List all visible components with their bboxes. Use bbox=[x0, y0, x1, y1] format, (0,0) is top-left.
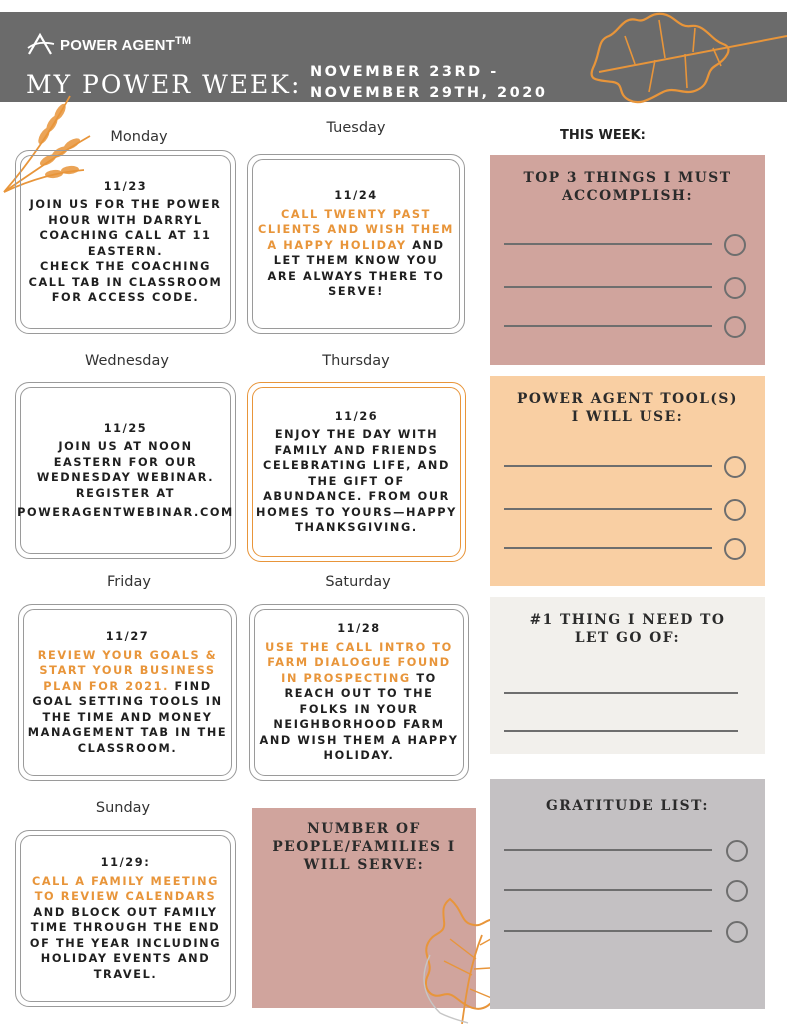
date-range-line-1: NOVEMBER 23RD - bbox=[310, 64, 499, 80]
day-text: REGISTER AT bbox=[75, 486, 176, 500]
day-body bbox=[258, 640, 460, 764]
day-date: 11/28 bbox=[337, 622, 381, 636]
day-body bbox=[24, 874, 227, 983]
day-text: CHECK THE COACHING CALL TAB IN CLASSROOM FOR ACCESS CODE. bbox=[28, 260, 223, 304]
day-label-saturday: Saturday bbox=[325, 574, 391, 590]
let-go-panel-title: #1 THING I NEED TO LET GO OF: bbox=[529, 612, 726, 646]
day-highlight: USE THE CALL INTRO TO FARM DIALOGUE FOUND IN PROSPECTING bbox=[265, 640, 453, 685]
day-card-thursday bbox=[247, 382, 466, 562]
day-body bbox=[27, 648, 228, 757]
day-label-friday: Friday bbox=[107, 574, 151, 590]
day-body bbox=[256, 207, 456, 300]
top3-panel-title: TOP 3 THINGS I MUST ACCOMPLISH: bbox=[523, 170, 732, 204]
write-line[interactable] bbox=[504, 508, 712, 510]
day-date: 11/23 bbox=[103, 179, 148, 193]
day-highlight: REVIEW YOUR GOALS & START YOUR BUSINESS PLAN FOR 2021. bbox=[37, 648, 218, 693]
write-line[interactable] bbox=[504, 930, 712, 932]
write-line[interactable] bbox=[504, 286, 712, 288]
gratitude-panel bbox=[490, 779, 765, 1009]
webinar-url: POWERAGENTWEBINAR.COM bbox=[17, 506, 234, 519]
tools-panel-title: POWER AGENT TOOL(S) I WILL USE: bbox=[517, 391, 738, 425]
checkbox-circle-icon[interactable] bbox=[724, 499, 746, 521]
day-label-thursday: Thursday bbox=[322, 353, 390, 369]
tools-panel bbox=[490, 376, 765, 586]
checkbox-circle-icon[interactable] bbox=[724, 456, 746, 478]
date-range-line-2: NOVEMBER 29TH, 2020 bbox=[310, 85, 548, 101]
day-text: AND LET THEM KNOW YOU ARE ALWAYS THERE TO SERVE! bbox=[267, 238, 445, 299]
day-text: FIND GOAL SETTING TOOLS IN THE TIME AND MONEY MANAGEMENT TAB IN THE CLASSROOM. bbox=[27, 679, 228, 755]
this-week-label: THIS WEEK: bbox=[560, 128, 646, 143]
write-line[interactable] bbox=[504, 243, 712, 245]
write-line[interactable] bbox=[504, 547, 712, 549]
day-date: 11/29: bbox=[100, 856, 151, 869]
checkbox-circle-icon[interactable] bbox=[724, 277, 746, 299]
let-go-panel bbox=[490, 597, 765, 754]
date-range bbox=[310, 62, 547, 104]
checkbox-circle-icon[interactable] bbox=[726, 880, 748, 902]
write-line[interactable] bbox=[504, 889, 712, 891]
checkbox-circle-icon[interactable] bbox=[726, 921, 748, 943]
top3-panel bbox=[490, 155, 765, 365]
day-text: AND BLOCK OUT FAMILY TIME THROUGH THE END OF THE YEAR INCLUDING HOLIDAY EVENTS AND TRAVEL. bbox=[29, 905, 222, 981]
day-date: 11/27 bbox=[105, 630, 150, 643]
write-line[interactable] bbox=[504, 730, 738, 732]
power-agent-logo bbox=[26, 32, 191, 56]
day-highlight: WEDNESDAY WEBINAR. bbox=[36, 471, 215, 484]
write-line[interactable] bbox=[504, 692, 738, 694]
day-card-saturday bbox=[249, 604, 469, 781]
checkbox-circle-icon[interactable] bbox=[726, 840, 748, 862]
day-label-wednesday: Wednesday bbox=[85, 353, 169, 369]
logo-text: POWER AGENT™ bbox=[60, 34, 192, 54]
day-text: TO REACH OUT TO THE FOLKS IN YOUR NEIGHBORHOOD FARM AND WISH THEM A HAPPY HOLIDAY. bbox=[259, 671, 459, 763]
power-agent-logo-icon bbox=[26, 32, 56, 56]
day-text: JOIN US AT NOON EASTERN FOR OUR bbox=[53, 440, 198, 469]
day-card-sunday bbox=[15, 830, 236, 1007]
checkbox-circle-icon[interactable] bbox=[724, 316, 746, 338]
day-date: 11/24 bbox=[334, 189, 378, 203]
day-label-monday: Monday bbox=[110, 129, 168, 145]
serve-panel-title: NUMBER OF PEOPLE/FAMILIES I WILL SERVE: bbox=[272, 821, 456, 873]
write-line[interactable] bbox=[504, 849, 712, 851]
gratitude-panel-title: GRATITUDE LIST: bbox=[546, 798, 709, 814]
day-highlight: CALL TWENTY PAST CLIENTS AND WISH THEM A HAPPY HOLIDAY bbox=[257, 207, 455, 252]
write-line[interactable] bbox=[504, 465, 712, 467]
day-highlight: JOIN US FOR THE POWER HOUR WITH DARRYL COACHING CALL AT 11 EASTERN. bbox=[29, 198, 222, 258]
page-title: MY POWER WEEK: bbox=[26, 70, 302, 99]
day-card-tuesday bbox=[247, 154, 465, 334]
checkbox-circle-icon[interactable] bbox=[724, 234, 746, 256]
day-date: 11/26 bbox=[334, 409, 379, 423]
day-label-tuesday: Tuesday bbox=[326, 120, 386, 136]
day-card-friday bbox=[18, 604, 237, 781]
oak-leaf-icon bbox=[575, 6, 787, 110]
checkbox-circle-icon[interactable] bbox=[724, 538, 746, 560]
write-line[interactable] bbox=[504, 325, 712, 327]
day-card-monday bbox=[15, 150, 236, 334]
day-date: 11/25 bbox=[103, 421, 148, 435]
day-card-wednesday bbox=[15, 382, 236, 559]
day-highlight: CALL A FAMILY MEETING TO REVIEW CALENDARS bbox=[31, 874, 220, 903]
day-label-sunday: Sunday bbox=[95, 800, 151, 816]
day-highlight: ENJOY THE DAY WITH FAMILY AND FRIENDS CELEBRATING LIFE, AND THE GIFT OF ABUNDANCE. FROM OUR HOMES TO YOURS—HAPPY THANKSGIVING. bbox=[256, 428, 457, 534]
